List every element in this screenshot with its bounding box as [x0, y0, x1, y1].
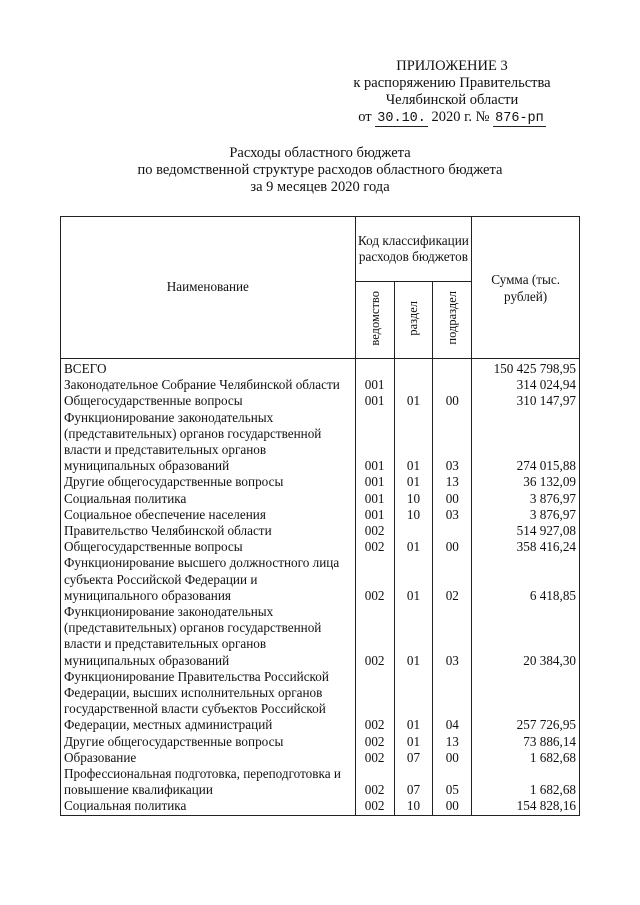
row-section: 01 [394, 734, 433, 750]
row-sum: 3 876,97 [472, 491, 580, 507]
row-name: ВСЕГО [61, 359, 356, 378]
row-name: Социальная политика [61, 798, 356, 815]
table-row [61, 410, 580, 475]
row-department: 002 [355, 539, 394, 555]
row-name: Общегосударственные вопросы [61, 393, 356, 409]
table-row [61, 474, 580, 490]
row-subsection: 04 [433, 669, 472, 734]
row-department: 002 [355, 750, 394, 766]
table-row [61, 491, 580, 507]
header-subsection: подраздел [445, 291, 460, 345]
row-section: 01 [394, 474, 433, 490]
date-prefix: от [358, 109, 372, 125]
row-subsection: 13 [433, 734, 472, 750]
row-sum: 73 886,14 [472, 734, 580, 750]
row-subsection: 00 [433, 393, 472, 409]
row-department: 002 [355, 555, 394, 604]
row-department: 001 [355, 474, 394, 490]
row-section: 01 [394, 604, 433, 669]
appendix-decree-line: к распоряжению Правительства [353, 75, 551, 91]
row-sum: 274 015,88 [472, 410, 580, 475]
row-section [394, 359, 433, 378]
row-department: 001 [355, 507, 394, 523]
title-line-1: Расходы областного бюджета [229, 145, 411, 161]
row-section: 10 [394, 507, 433, 523]
row-sum: 20 384,30 [472, 604, 580, 669]
row-department: 002 [355, 798, 394, 815]
row-name: Функционирование Правительства Российской Федерации, высших исполнительных органов государственной власти субъектов Российской Федерации, местных администраций [61, 669, 356, 734]
row-sum: 1 682,68 [472, 766, 580, 798]
document-title [0, 145, 640, 196]
row-sum: 514 927,08 [472, 523, 580, 539]
table-row [61, 766, 580, 798]
row-department: 001 [355, 377, 394, 393]
row-name: Законодательное Собрание Челябинской области [61, 377, 356, 393]
row-sum: 314 024,94 [472, 377, 580, 393]
table-row [61, 507, 580, 523]
row-name: Общегосударственные вопросы [61, 539, 356, 555]
row-section: 10 [394, 798, 433, 815]
header-sum: Сумма (тыс. рублей) [472, 217, 580, 359]
row-name: Другие общегосударственные вопросы [61, 474, 356, 490]
header-code-group: Код классификации расходов бюджетов [355, 217, 472, 282]
row-subsection: 00 [433, 798, 472, 815]
appendix-block [332, 58, 572, 127]
row-subsection [433, 377, 472, 393]
row-sum: 6 418,85 [472, 555, 580, 604]
header-department-cell [355, 282, 394, 359]
date-value: 30.10. [377, 111, 426, 126]
row-department [355, 359, 394, 378]
row-subsection: 00 [433, 491, 472, 507]
table-row [61, 523, 580, 539]
appendix-region-line: Челябинской области [385, 92, 519, 108]
table-row [61, 555, 580, 604]
row-sum: 150 425 798,95 [472, 359, 580, 378]
appendix-date-line [332, 109, 572, 127]
row-section: 01 [394, 539, 433, 555]
decree-number: 876-рп [495, 111, 544, 126]
table-row [61, 604, 580, 669]
table-row [61, 798, 580, 815]
row-section: 07 [394, 750, 433, 766]
table-row [61, 359, 580, 378]
row-section: 01 [394, 669, 433, 734]
row-department: 001 [355, 393, 394, 409]
table-row [61, 393, 580, 409]
table-body [61, 359, 580, 816]
row-name: Образование [61, 750, 356, 766]
row-subsection: 00 [433, 539, 472, 555]
row-sum: 1 682,68 [472, 750, 580, 766]
title-line-2: по ведомственной структуре расходов областного бюджета [137, 162, 503, 178]
row-department: 002 [355, 734, 394, 750]
header-section-cell [394, 282, 433, 359]
table-row [61, 734, 580, 750]
header-subsection-cell [433, 282, 472, 359]
row-name: Функционирование законодательных (представительных) органов государственной власти и представительных органов муниципальных образований [61, 410, 356, 475]
row-section: 07 [394, 766, 433, 798]
row-subsection [433, 359, 472, 378]
row-department: 002 [355, 523, 394, 539]
row-name: Правительство Челябинской области [61, 523, 356, 539]
row-sum: 310 147,97 [472, 393, 580, 409]
row-subsection: 03 [433, 507, 472, 523]
row-name: Функционирование высшего должностного лица субъекта Российской Федерации и муниципального образования [61, 555, 356, 604]
table-row [61, 669, 580, 734]
row-section [394, 523, 433, 539]
row-sum: 3 876,97 [472, 507, 580, 523]
row-subsection: 03 [433, 410, 472, 475]
row-department: 001 [355, 491, 394, 507]
row-subsection: 03 [433, 604, 472, 669]
row-name: Профессиональная подготовка, переподготовка и повышение квалификации [61, 766, 356, 798]
table-row [61, 539, 580, 555]
row-department: 001 [355, 410, 394, 475]
header-department: ведомство [367, 290, 382, 346]
row-subsection: 13 [433, 474, 472, 490]
row-sum: 358 416,24 [472, 539, 580, 555]
budget-table [60, 216, 580, 816]
row-name: Функционирование законодательных (представительных) органов государственной власти и представительных органов муниципальных образований [61, 604, 356, 669]
row-subsection: 00 [433, 750, 472, 766]
row-sum: 257 726,95 [472, 669, 580, 734]
row-name: Социальное обеспечение населения [61, 507, 356, 523]
row-name: Социальная политика [61, 491, 356, 507]
header-name: Наименование [61, 217, 356, 359]
row-name: Другие общегосударственные вопросы [61, 734, 356, 750]
row-section: 01 [394, 555, 433, 604]
row-department: 002 [355, 669, 394, 734]
row-sum: 154 828,16 [472, 798, 580, 815]
table-row [61, 377, 580, 393]
title-line-3: за 9 месяцев 2020 года [250, 179, 390, 195]
table-row [61, 750, 580, 766]
row-subsection: 05 [433, 766, 472, 798]
row-department: 002 [355, 766, 394, 798]
row-section: 10 [394, 491, 433, 507]
appendix-title: ПРИЛОЖЕНИЕ 3 [396, 58, 508, 74]
row-section [394, 377, 433, 393]
date-suffix: 2020 г. № [431, 109, 490, 125]
row-sum: 36 132,09 [472, 474, 580, 490]
row-section: 01 [394, 410, 433, 475]
row-section: 01 [394, 393, 433, 409]
row-department: 002 [355, 604, 394, 669]
row-subsection: 02 [433, 555, 472, 604]
header-section: раздел [406, 300, 421, 336]
row-subsection [433, 523, 472, 539]
